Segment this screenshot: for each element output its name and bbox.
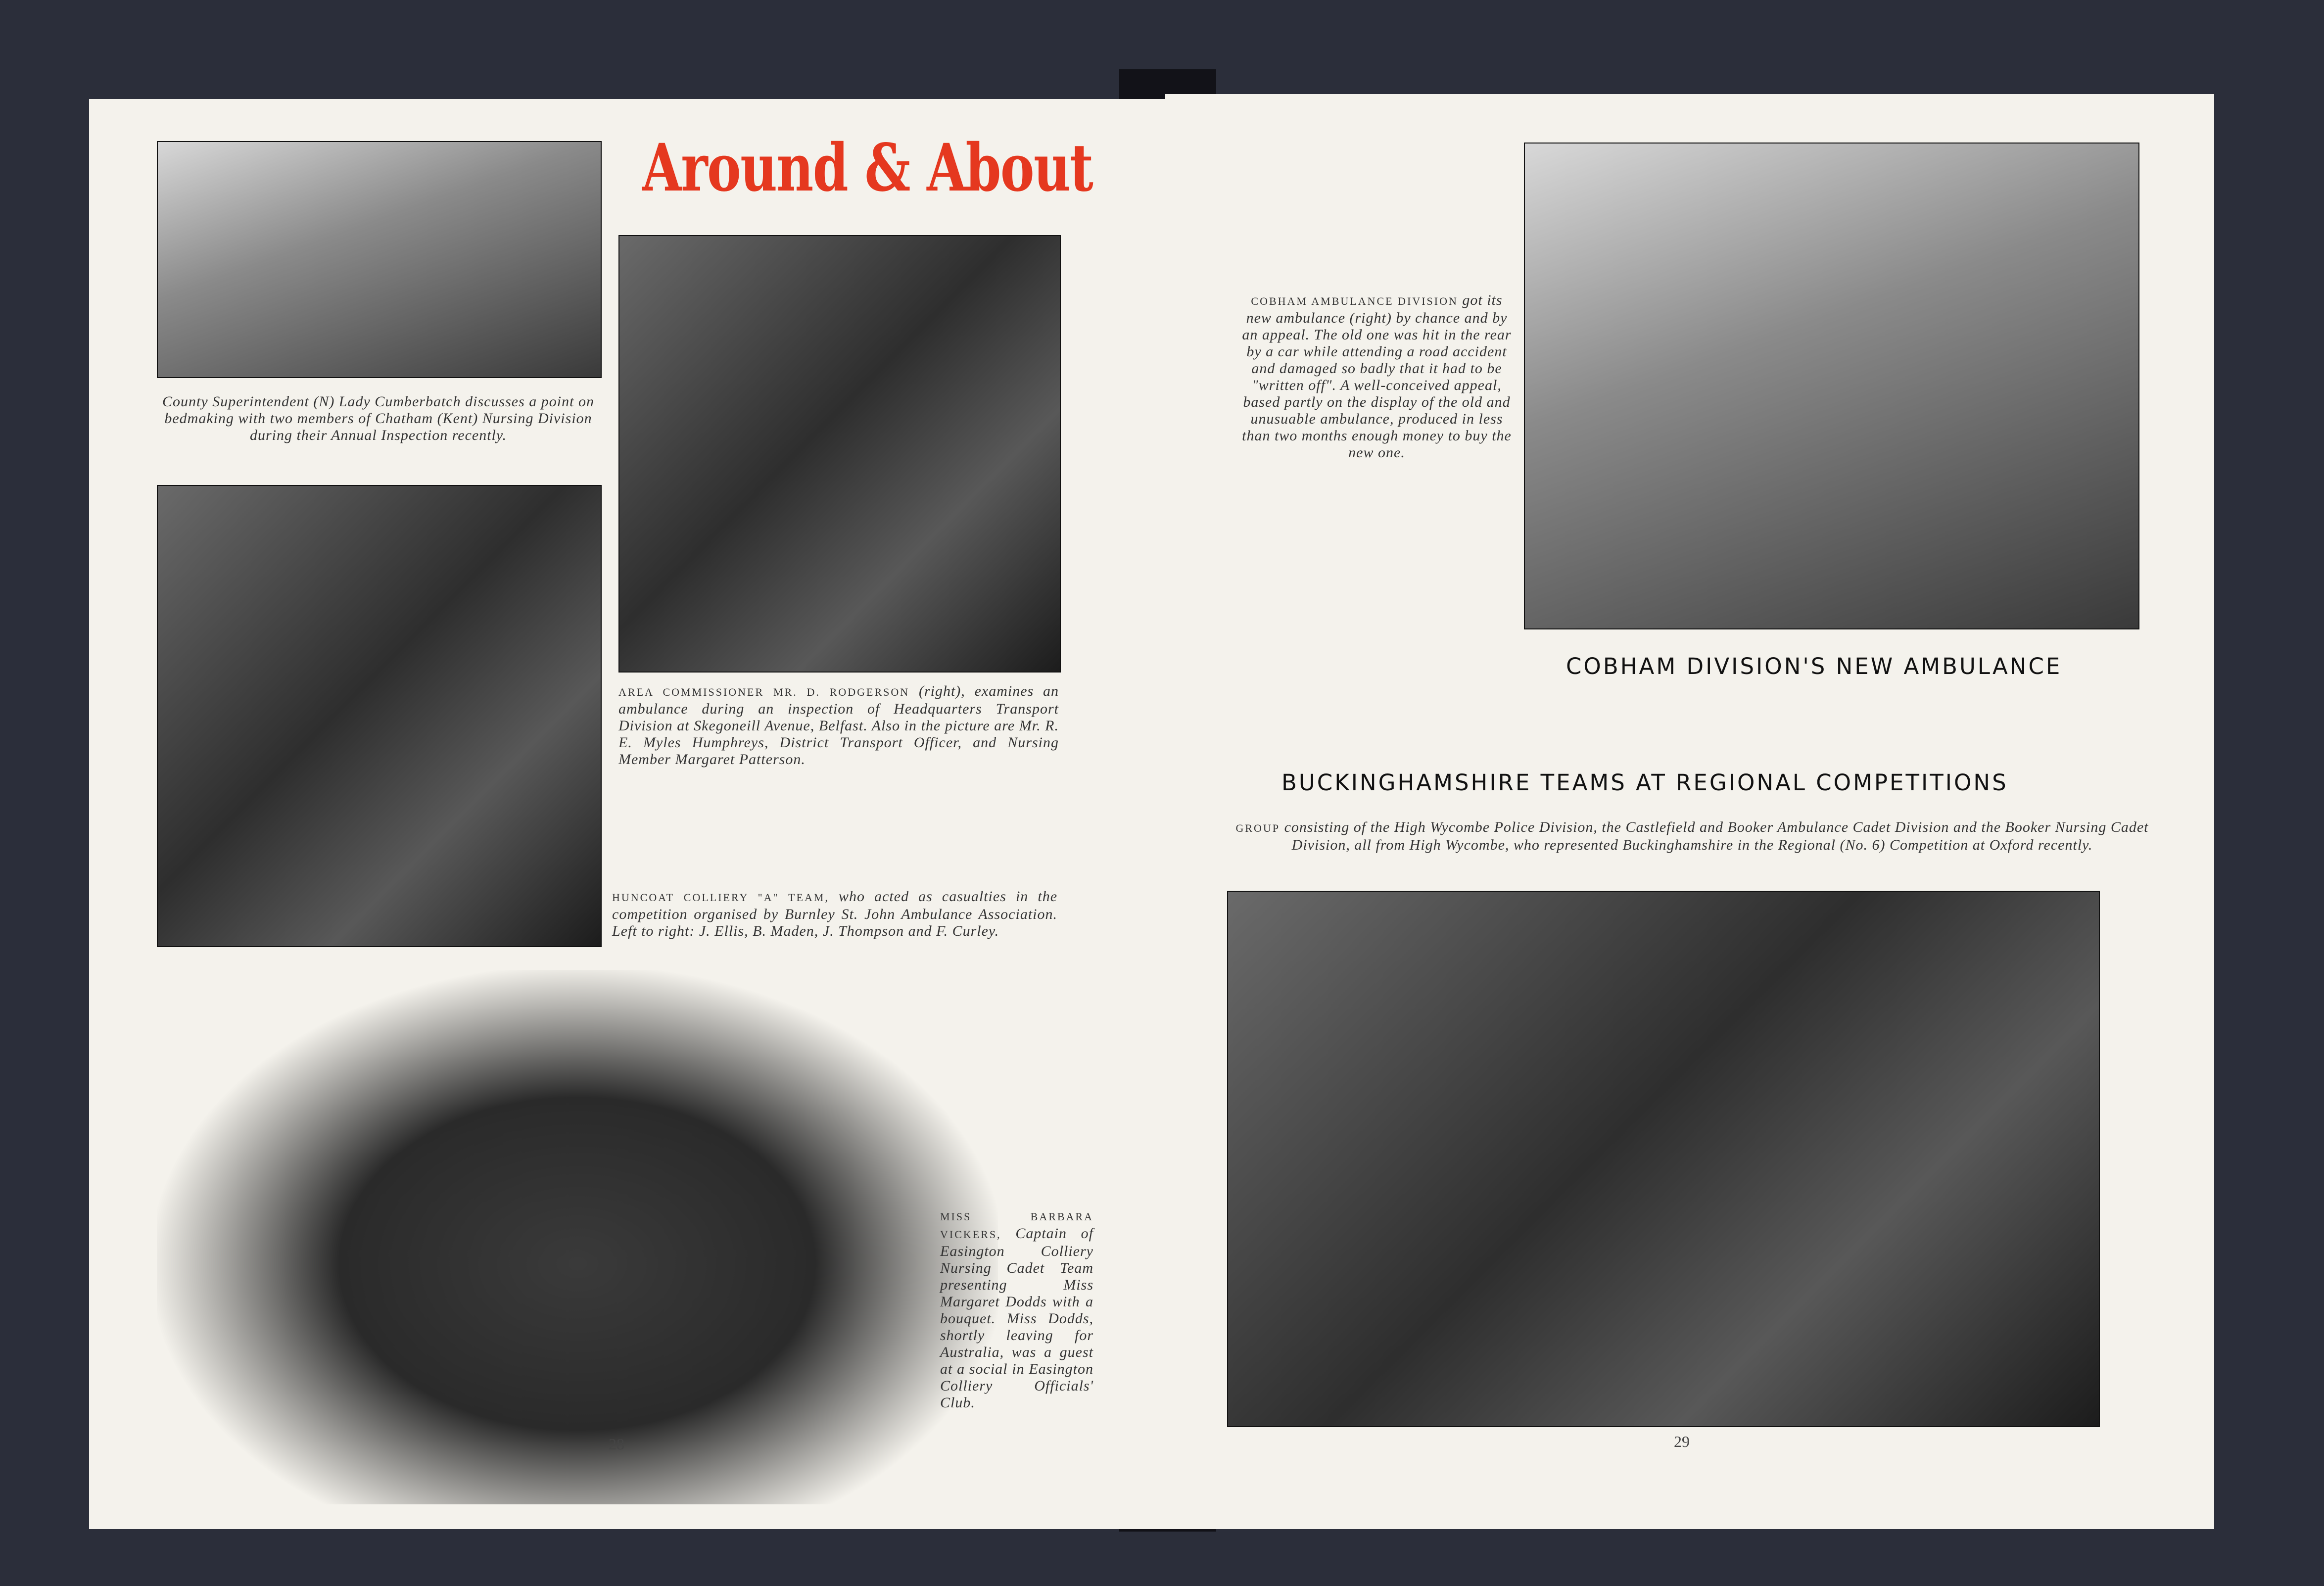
photo-bucks-teams: [1227, 891, 2100, 1427]
page-title: Around & About: [642, 130, 1093, 206]
caption-vickers: [940, 1207, 1093, 1411]
caption-lead: GROUP: [1235, 822, 1281, 834]
photo-new-ambulance: [1524, 143, 2139, 629]
cobham-heading: COBHAM DIVISION'S NEW AMBULANCE: [1566, 653, 2062, 679]
caption-body: (right), examines an ambulance during an inspection of Headquarters Transport Division at Skegoneill Avenue, Belfast. Also in the picture are Mr. R. E. Myles Humphreys, District Transport Officer, and Nursing Member Margaret Patterson.: [618, 683, 1059, 768]
caption-body: who acted as casualties in the competition organised by Burnley St. John Ambulance Association. Left to right: J. Ellis, B. Maden, J. Thompson and F. Curley.: [612, 888, 1058, 939]
caption-body: got its new ambulance (right) by chance and by an appeal. The old one was hit in the rear by a car while attending a road accident and damaged so badly that it had to be "written off". A well-conceived appeal, based partly on the display of the old and unusuable ambulance, produced in less than two months enough money to buy the new one.: [1242, 292, 1512, 461]
caption-lead: COBHAM AMBULANCE DIVISION: [1251, 295, 1458, 307]
caption-county-superintendent: County Superintendent (N) Lady Cumberbatch discusses a point on bedmaking with two members of Chatham (Kent) Nursing Division during their Annual Inspection recently.: [162, 393, 594, 443]
page-number: 28: [609, 1435, 624, 1453]
caption-bucks-group: [1230, 819, 2155, 854]
caption-cobham: [1237, 292, 1517, 461]
photo-cadets-bouquet: [157, 970, 998, 1504]
caption-lead: MISS BARBARA VICKERS,: [940, 1210, 1093, 1241]
caption-huncoat: [612, 888, 1057, 940]
caption-area-commissioner: [618, 683, 1059, 768]
photo-nursing-inspection: [157, 141, 602, 378]
photo-huncoat-team: [157, 485, 602, 947]
page-number: 29: [1674, 1433, 1690, 1450]
bucks-heading: BUCKINGHAMSHIRE TEAMS AT REGIONAL COMPETITIONS: [1281, 769, 2008, 796]
caption-lead: HUNCOAT COLLIERY "A" TEAM,: [612, 891, 829, 904]
photo-ambulance-inspection: [618, 235, 1061, 673]
caption-body: consisting of the High Wycombe Police Division, the Castlefield and Booker Ambulance Cadet Division and the Booker Nursing Cadet Division, all from High Wycombe, who represented Buckinghamshire in the Regional (No. 6) Competition at Oxford recently.: [1284, 819, 2149, 853]
caption-body: Captain of Easington Colliery Nursing Cadet Team presenting Miss Margaret Dodds with a bouquet. Miss Dodds, shortly leaving for Australia, was a guest at a social in Easington Colliery Officials' Club.: [940, 1225, 1094, 1411]
left-page: [89, 99, 1173, 1529]
caption-lead: AREA COMMISSIONER MR. D. RODGERSON: [618, 686, 910, 698]
right-page: [1165, 94, 2214, 1529]
